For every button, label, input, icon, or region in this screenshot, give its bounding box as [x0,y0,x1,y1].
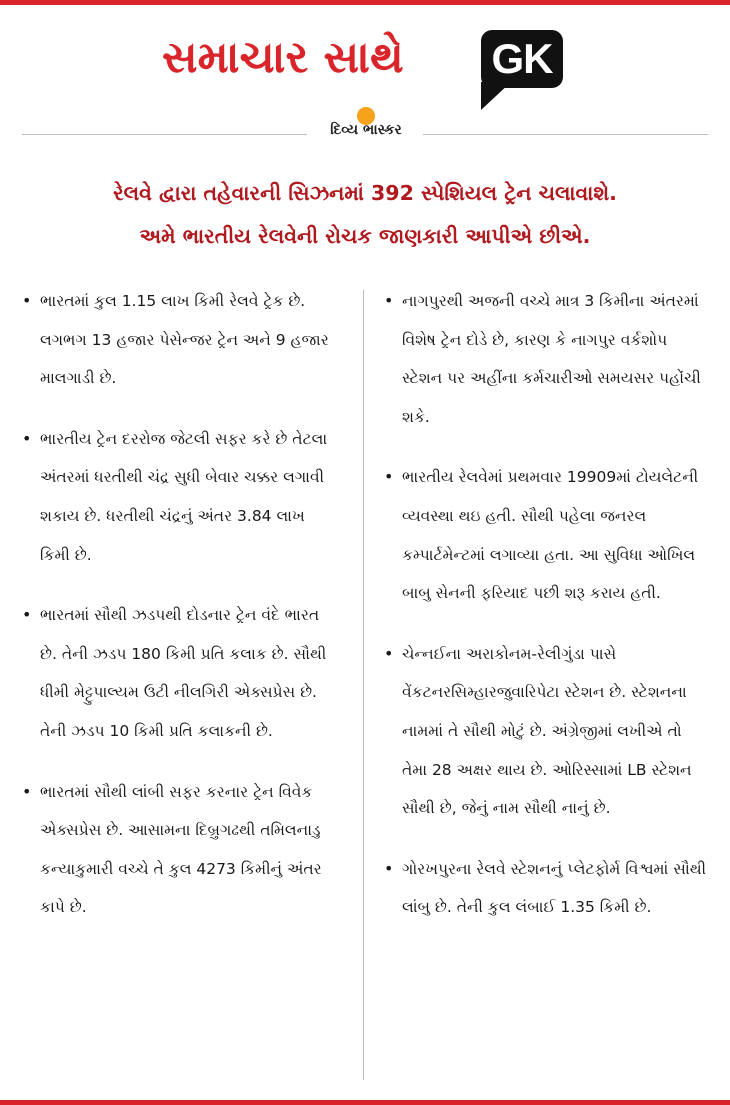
bullet-icon: • [384,858,394,878]
header [0,20,730,115]
fact-item: • ભારતીય ટ્રેન દરરોજ જેટલી સફર કરે છે તેટલા અંતરમાં ધરતીથી ચંદ્ર સુધી બેવાર ચક્કર લગાવી શકાય છે. ધરતીથી ચંદ્રનું અંતર 3.84 લાખ કિમી છે. [40,420,338,574]
gk-badge: GK [481,30,563,88]
brand-name: દિવ્ય ભાસ્કર [330,122,402,138]
headline [20,172,710,258]
bullet-icon: • [384,643,394,663]
brand-row [22,103,708,143]
bullet-icon: • [22,781,32,801]
fact-item: • નાગપુરથી અજની વચ્ચે માત્ર 3 કિમીના અંતરમાં વિશેષ ટ્રેન દોડે છે, કારણ કે નાગપુર વર્કશોપ સ્ટેશન પર અહીંના કર્મચારીઓ સમયસર પહોંચી શકે. [402,282,707,436]
bullet-icon: • [384,291,394,310]
bullet-icon: • [384,467,394,487]
fact-item: • ચેન્નઈના અરાકોનમ-રેલીગુંડા પાસે વેંકટનરસિમ્હારજુવારિપેટા સ્ટેશન છે. સ્ટેશનના નામમાં તે સૌથી મોટું છે. અંગ્રેજીમાં લખીએ તો તેમા 28 અક્ષર થાય છે. ઓરિસ્સામાં LB સ્ટેશન સૌથી છે, જેનું નામ સૌથી નાનું છે. [402,635,707,828]
fact-item: • ભારતમાં કુલ 1.15 લાખ કિમી રેલવે ટ્રેક છે. લગભગ 13 હજાર પેસેન્જર ટ્રેન અને 9 હજાર માલગાડી છે. [40,282,338,398]
bullet-icon: • [22,291,32,310]
bullet-icon: • [22,605,32,625]
facts-right-column [384,282,707,949]
divider-left [22,134,307,135]
top-accent-bar [0,0,730,5]
headline-line-2: અમે ભારતીય રેલવેની રોચક જાણકારી આપીએ છીએ. [139,224,591,248]
page-title: સમાચાર સાથે [162,32,404,83]
bottom-accent-bar [0,1100,730,1105]
bullet-icon: • [22,428,32,448]
fact-item: • ગોરખપુરના રેલવે સ્ટેશનનું પ્લેટફોર્મ વિશ્વમાં સૌથી લાંબુ છે. તેની કુલ લંબાઈ 1.35 કિમી છે. [402,850,707,927]
fact-item: • ભારતમાં સૌથી ઝડપથી દોડનાર ટ્રેન વંદે ભારત છે. તેની ઝડપ 180 કિમી પ્રતિ કલાક છે. સૌથી ધીમી મેટ્ટુપાલ્યમ ઉટી નીલગિરી એક્સપ્રેસ છે. તેની ઝડપ 10 કિમી પ્રતિ કલાકની છે. [40,596,338,750]
fact-item: • ભારતમાં સૌથી લાંબી સફર કરનાર ટ્રેન વિવેક એક્સપ્રેસ છે. આસામના દિબ્રુગઢથી તમિલનાડુ કન્યાકુમારી વચ્ચે તે કુલ 4273 કિમીનું અંતર કાપે છે. [40,773,338,927]
divider-right [423,134,708,135]
fact-item: • ભારતીય રેલવેમાં પ્રથમવાર 19909માં ટોયલેટની વ્યવસ્થા થઇ હતી. સૌથી પહેલા જનરલ કમ્પાર્ટમેન્ટમાં લગાવ્યા હતા. આ સુવિધા ઓખિલ બાબુ સેનની ફરિયાદ પછી શરૂ કરાય હતી. [402,458,707,612]
facts-left-column [22,282,338,949]
column-divider [363,290,364,1080]
headline-line-1: રેલવે દ્વારા તહેવારની સિઝનમાં 392 સ્પેશિયલ ટ્રેન ચલાવાશે. [113,181,617,205]
